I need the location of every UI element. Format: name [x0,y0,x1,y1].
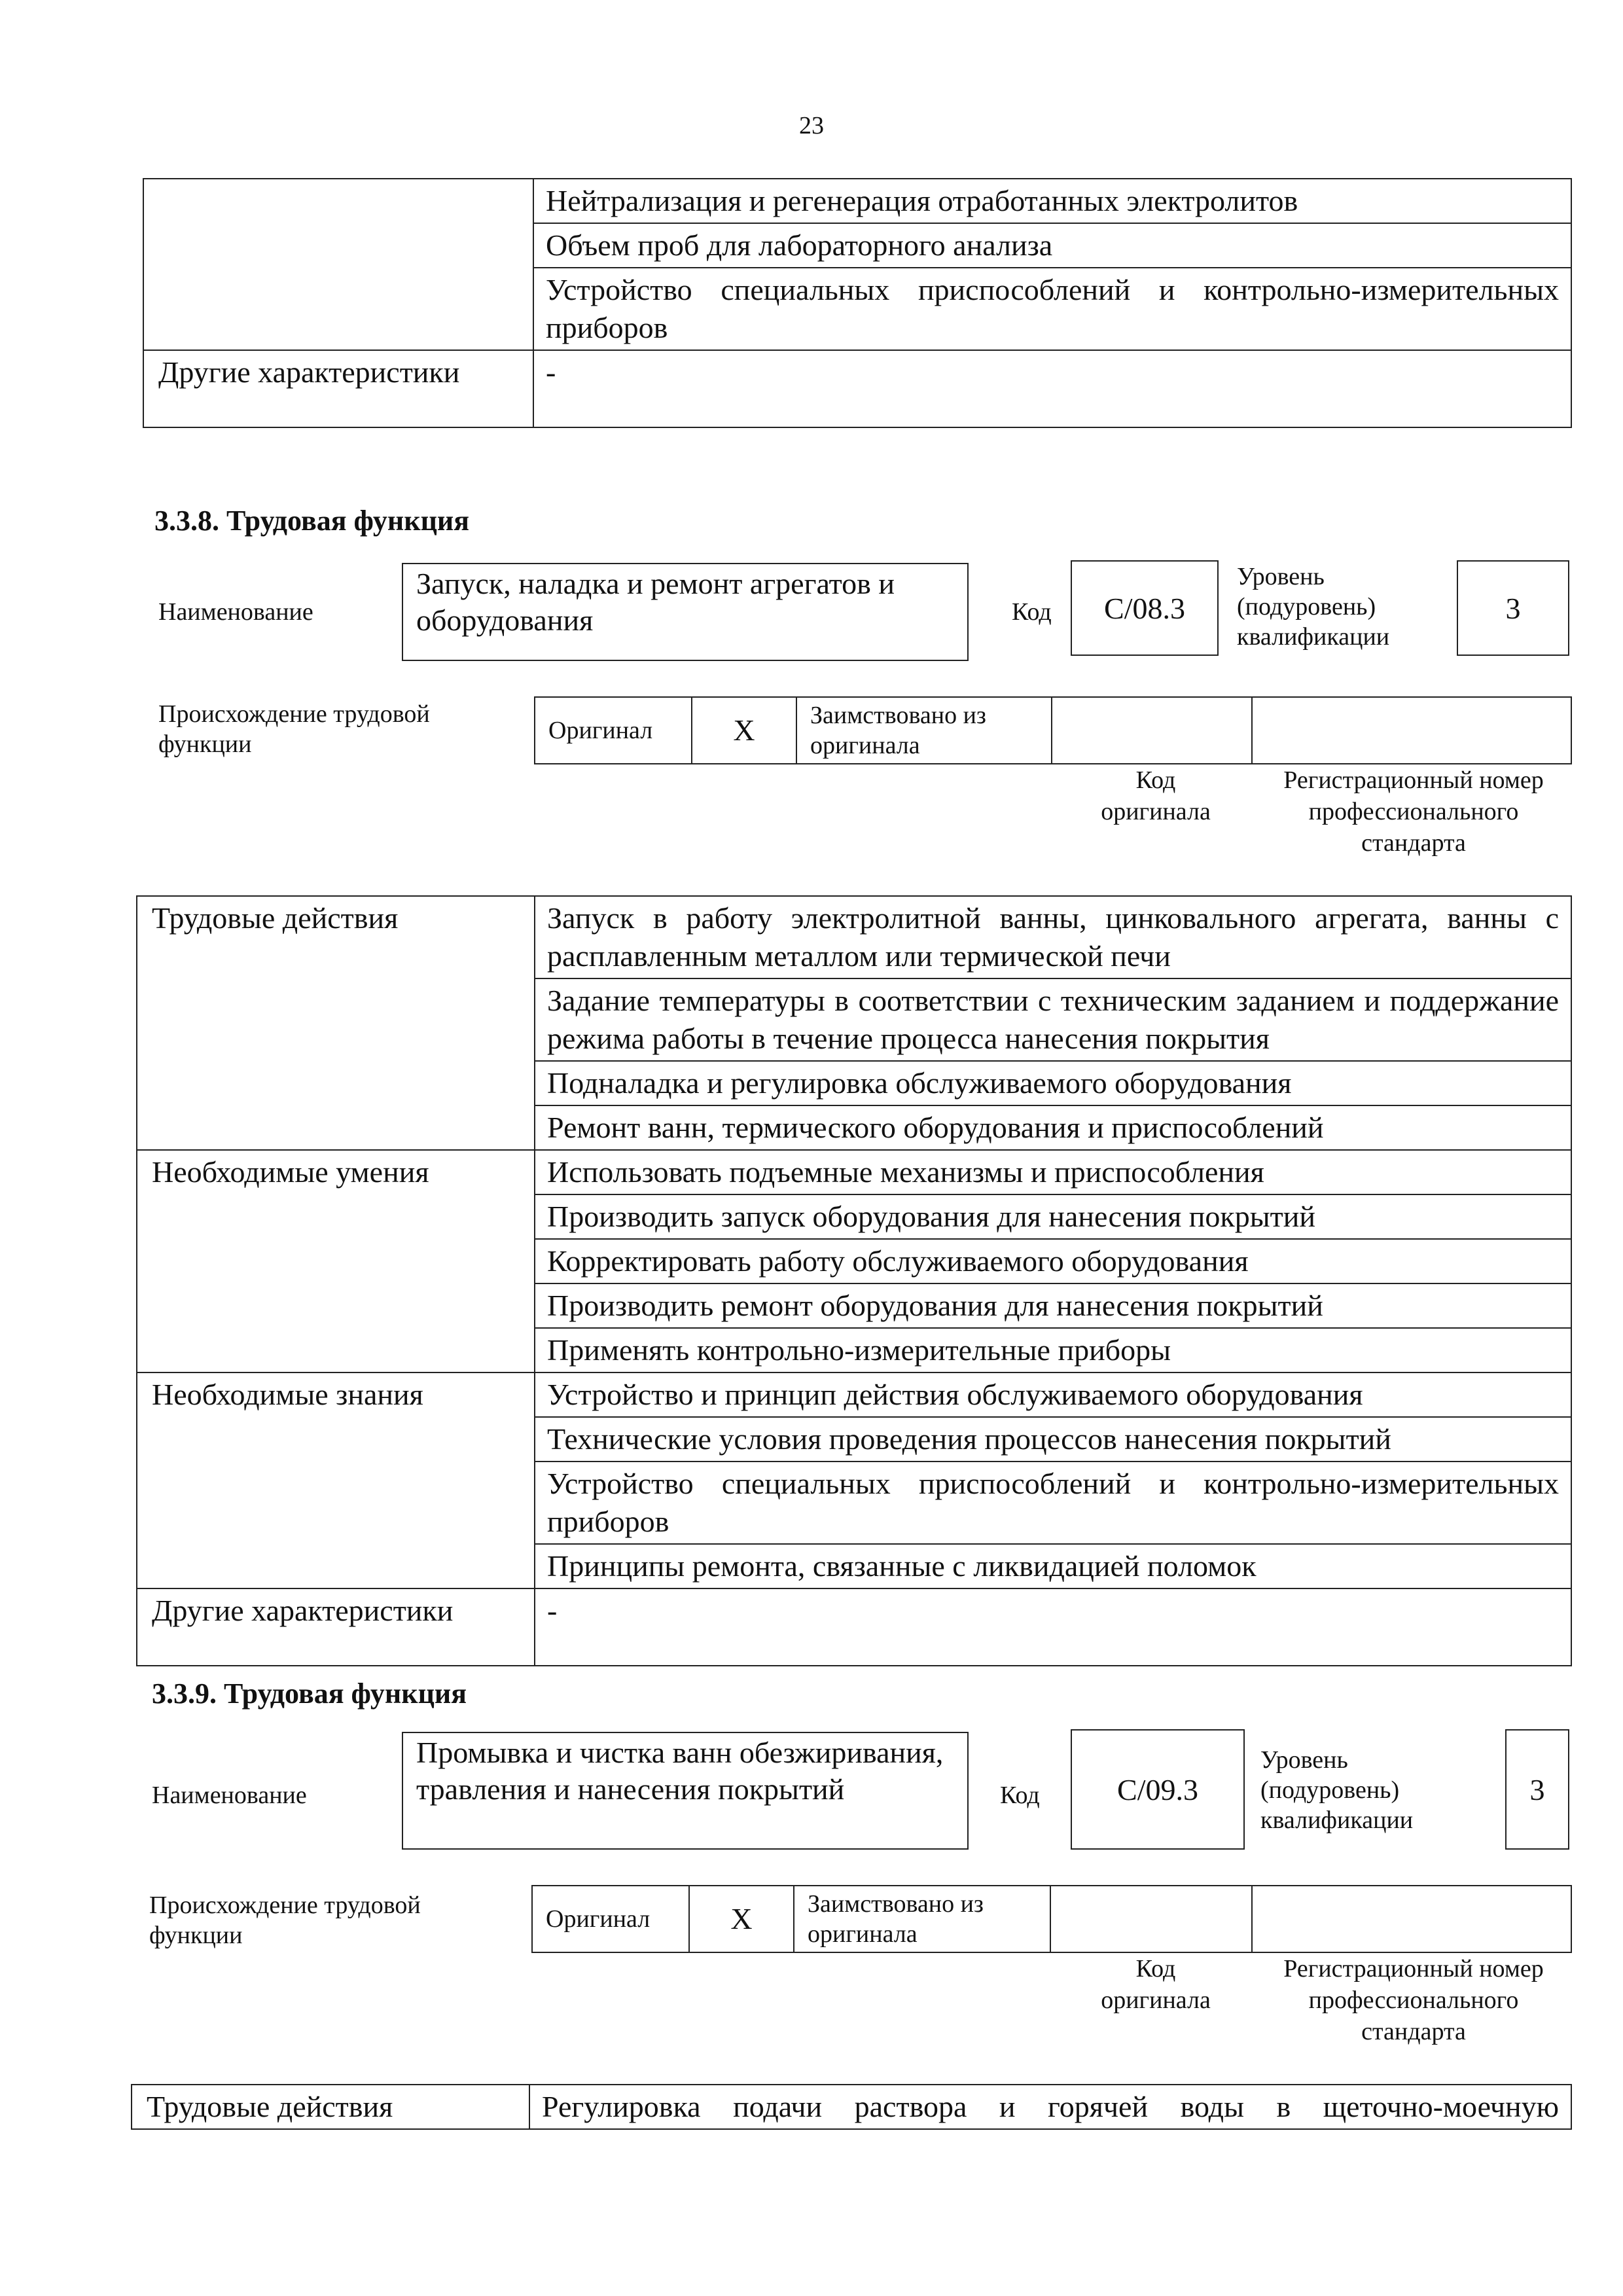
table-row: Нейтрализация и регенерация отработанных электролитов [533,179,1571,223]
table-row: Технические условия проведения процессов нанесения покрытий [535,1417,1571,1462]
table-row: Устройство специальных приспособлений и контрольно-измерительных приборов [535,1462,1571,1544]
reg-number-caption: Регистрационный номер профессионального стандарта [1283,1955,1544,2045]
level-value: 3 [1505,591,1521,625]
code-box [1071,1729,1245,1850]
code-label: Код [1012,598,1052,626]
section-title: 3.3.9. Трудовая функция [152,1677,467,1710]
table-row: Ремонт ванн, термического оборудования и приспособлений [535,1105,1571,1150]
competencies-table [131,2084,1572,2130]
table-row: Принципы ремонта, связанные с ликвидацией поломок [535,1544,1571,1588]
origin-table [531,1885,1572,1953]
origin-label: Происхождение трудовой функции [158,700,430,758]
table-row: Использовать подъемные механизмы и приспособления [535,1150,1571,1194]
original-label: Оригинал [535,697,692,764]
level-label: Уровень (подуровень) квалификации [1237,563,1390,651]
code-value: С/09.3 [1117,1772,1198,1806]
top-characteristics-table [143,178,1572,428]
level-value: 3 [1529,1772,1545,1806]
competencies-table [136,895,1572,1666]
code-original-cell [1052,697,1252,764]
name-label: Наименование [152,1782,307,1809]
other-characteristics-label: Другие характеристики [137,1588,535,1666]
code-original-cell [1050,1886,1252,1952]
code-label: Код [1000,1782,1040,1809]
code-original-caption: Код оригинала [1101,766,1211,825]
table-row: Устройство и принцип действия обслуживаемого оборудования [535,1372,1571,1417]
function-name-box [402,563,969,661]
origin-label: Происхождение трудовой функции [149,1892,421,1949]
table-row: Объем проб для лабораторного анализа [533,223,1571,268]
labor-actions-label: Трудовые действия [137,896,535,1150]
table-row: Корректировать работу обслуживаемого оборудования [535,1239,1571,1283]
reg-number-cell [1252,1886,1571,1952]
table-row: Производить запуск оборудования для нанесения покрытий [535,1194,1571,1239]
function-name-value: Промывка и чистка ванн обезжиривания, травления и нанесения покрытий [416,1736,944,1806]
name-label: Наименование [158,598,313,626]
reg-number-cell [1252,697,1571,764]
table-row: Устройство специальных приспособлений и контрольно-измерительных приборов [533,268,1571,350]
table-row: Регулировка подачи раствора и горячей воды в щеточно-моечную [529,2085,1571,2129]
level-label: Уровень (подуровень) квалификации [1260,1746,1414,1834]
original-mark: X [689,1886,794,1952]
other-characteristics-value: - [533,350,1571,427]
empty-label-cell [143,179,533,350]
required-knowledge-label: Необходимые знания [137,1372,535,1588]
section-title: 3.3.8. Трудовая функция [154,505,470,537]
original-mark: X [692,697,796,764]
borrowed-label: Заимствовано из оригинала [794,1886,1050,1952]
other-characteristics-label: Другие характеристики [143,350,533,427]
code-original-caption: Код оригинала [1101,1955,1211,2014]
table-row: Запуск в работу электролитной ванны, цинковального агрегата, ванны с расплавленным металлом или термической печи [535,896,1571,978]
other-characteristics-value: - [535,1588,1571,1666]
code-box [1071,560,1219,656]
table-row: Применять контрольно-измерительные приборы [535,1328,1571,1372]
function-name-value: Запуск, наладка и ремонт агрегатов и оборудования [416,567,895,637]
table-row: Задание температуры в соответствии с техническим заданием и поддержание режима работы в течение процесса нанесения покрытия [535,978,1571,1061]
level-box [1457,560,1569,656]
code-value: С/08.3 [1104,591,1185,625]
table-row: Производить ремонт оборудования для нанесения покрытий [535,1283,1571,1328]
original-label: Оригинал [532,1886,689,1952]
origin-table [534,696,1572,764]
required-skills-label: Необходимые умения [137,1150,535,1372]
function-name-box [402,1732,969,1850]
page-number: 23 [799,112,824,139]
level-box [1505,1729,1569,1850]
reg-number-caption: Регистрационный номер профессионального стандарта [1283,766,1544,857]
labor-actions-label: Трудовые действия [132,2085,529,2129]
table-row: Подналадка и регулировка обслуживаемого оборудования [535,1061,1571,1105]
borrowed-label: Заимствовано из оригинала [796,697,1052,764]
